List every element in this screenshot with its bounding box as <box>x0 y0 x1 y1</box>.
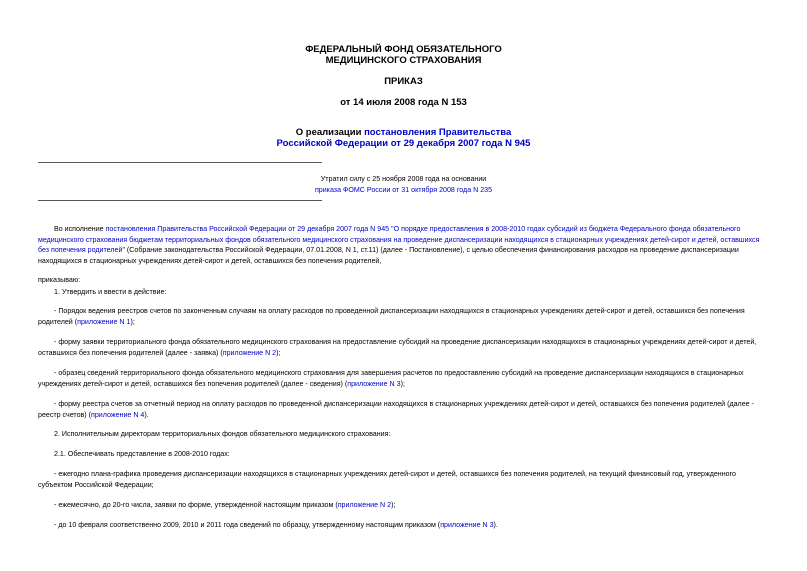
status-line: Утратил силу с 25 ноября 2008 года на основании <box>320 175 487 183</box>
org-name-line1: ФЕДЕРАЛЬНЫЙ ФОНД ОБЯЗАТЕЛЬНОГО <box>305 44 502 55</box>
item1-line1: - Порядок ведения реестров счетов по законченным случаям на оплату расходов по проведенной диспансеризации находящихся в стационарных учреждениях детей-сирот и детей, оставшихся без попечения <box>54 307 745 315</box>
item1-line2-text: родителей ( <box>38 317 78 326</box>
link-appendix-2[interactable]: приложение N 2 <box>222 348 277 357</box>
item4-line2 <box>38 410 768 421</box>
intro-link-resolution[interactable]: постановления Правительства Российской Федерации от 29 декабря 2007 года N 945 "О порядке предоставления в 2008-2010 годах субсидий из бюджета Федерального фонда обязательного <box>105 225 741 233</box>
item4-line1: - форму реестра счетов за отчетный период на оплату расходов по проведенной диспансеризации находящихся в стационарных учреждениях детей-сирот и детей, оставшихся без попечения родителей (далее - <box>54 400 754 408</box>
divider-bottom <box>38 200 322 201</box>
item1-line2 <box>38 317 768 328</box>
item-4 <box>38 399 768 420</box>
item4-end: ). <box>144 410 149 419</box>
status-link-order[interactable]: приказа ФОМС России от 31 октября 2008 года N 235 <box>314 186 493 194</box>
paragraph-2-1: 2.1. Обеспечивать представление в 2008-2010 годах: <box>54 450 230 458</box>
link-appendix-4[interactable]: приложение N 4 <box>91 410 145 419</box>
item3-line2 <box>38 379 768 390</box>
title-prefix: О реализации <box>295 127 365 138</box>
title-link-resolution[interactable]: постановления Правительства <box>364 127 512 138</box>
paragraph-2: 2. Исполнительным директорам территориальных фондов обязательного медицинского страхования: <box>54 430 391 438</box>
link-appendix-3[interactable]: приложение N 3 <box>347 379 401 388</box>
status-link-line <box>0 185 807 196</box>
item1-end: ); <box>130 317 135 326</box>
sub2-end: ); <box>391 501 396 509</box>
intro-line2 <box>38 235 768 246</box>
doc-type: ПРИКАЗ <box>384 76 423 87</box>
item3-line1: - образец сведений территориального фонда обязательного медицинского страхования для завершения расчетов по предоставлению субсидий на проведение диспансеризации находящихся в стационарных <box>54 369 744 377</box>
doc-title-line2 <box>0 138 807 149</box>
item-1 <box>38 306 768 327</box>
subitem-3 <box>54 520 498 531</box>
link-appendix-2b[interactable]: приложение N 2 <box>337 501 392 509</box>
intro-rest3: " (Собрание законодательства Российской Федерации, 07.01.2008, N 1, ст.11) (далее - Постановление), с целью обеспечения финансирования расходов на проведение диспансеризации <box>122 246 739 255</box>
subitem-1 <box>38 469 768 490</box>
subitem-2 <box>54 500 395 511</box>
doc-date-number: от 14 июля 2008 года N 153 <box>340 97 467 108</box>
intro-line3 <box>38 245 768 256</box>
intro-link-resolution-3[interactable]: без попечения родителей <box>38 246 123 255</box>
item3-line2-text: учреждениях детей-сирот и детей, оставшихся без попечения родителей (далее - сведения) ( <box>38 379 348 388</box>
sub3-text: - до 10 февраля соответственно 2009, 2010 и 2011 года сведений по образцу, утвержденному настоящим приказом ( <box>54 521 441 529</box>
intro-line4: находящихся в стационарных учреждениях детей-сирот и детей, оставшихся без попечения родителей, <box>38 256 382 265</box>
org-name-line2: МЕДИЦИНСКОГО СТРАХОВАНИЯ <box>325 55 482 66</box>
link-appendix-3b[interactable]: приложение N 3 <box>440 521 494 529</box>
intro-prefix: Во исполнение <box>54 225 106 233</box>
intro-link-resolution-2[interactable]: медицинского страхования бюджетам территориальных фондов обязательного медицинского страхования на проведение диспансеризации находящихся в стационарных учреждениях детей-сирот и детей, оставшихся <box>38 235 760 244</box>
item-3 <box>38 368 768 389</box>
item4-line2-text: реестр счетов) ( <box>38 410 91 419</box>
orders-label: приказываю: <box>38 276 81 284</box>
item-2 <box>38 337 768 358</box>
sub3-end: ). <box>493 521 498 529</box>
item3-end: ); <box>400 379 405 388</box>
item2-line2-text: оставшихся без попечения родителей (далее - заявка) ( <box>38 348 223 357</box>
title-link-resolution-line2[interactable]: Российской Федерации от 29 декабря 2007 года N 945 <box>276 138 531 149</box>
link-appendix-1[interactable]: приложение N 1 <box>77 317 131 326</box>
item2-line1: - форму заявки территориального фонда обязательного медицинского страхования на предоставление субсидий на проведение диспансеризации находящихся в стационарных учреждениях детей-сирот и детей, <box>54 338 757 346</box>
intro-paragraph <box>38 224 768 266</box>
sub2-text: - ежемесячно, до 20-го числа, заявки по форме, утвержденной настоящим приказом ( <box>54 501 338 509</box>
divider-top <box>38 162 322 163</box>
intro-line1 <box>38 224 768 235</box>
item2-line2 <box>38 348 768 359</box>
item2-end: ); <box>276 348 281 357</box>
sub1-line1: - ежегодно плана-графика проведения диспансеризации находящихся в стационарных учреждениях детей-сирот и детей, оставшихся без попечения родителей, на текущий финансовый год, утвержденного <box>54 470 736 478</box>
doc-title-line1 <box>0 127 807 138</box>
sub1-line2: субъектом Российской Федерации; <box>38 480 154 489</box>
paragraph-1: 1. Утвердить и ввести в действие: <box>54 288 167 296</box>
